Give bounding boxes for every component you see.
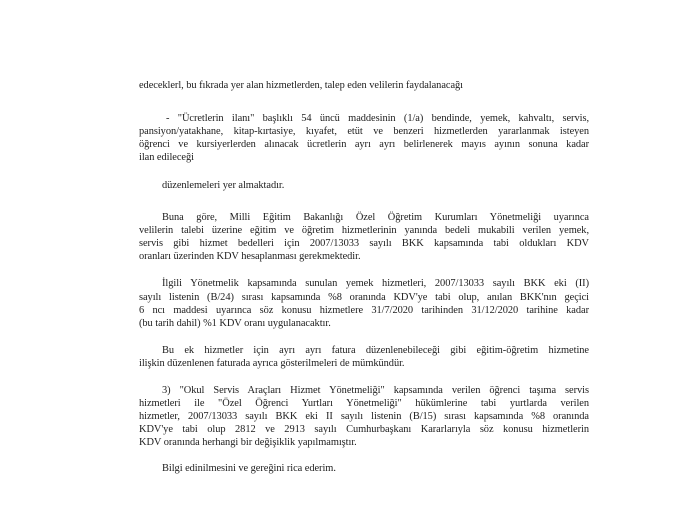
paragraph-line: 6 ncı maddesi uyarınca söz konusu hizmetlere 31/7/2020 tarihinden 31/12/2020 tarihine kadar: [139, 305, 589, 316]
paragraph-line: - "Ücretlerin ilanı" başlıklı 54 üncü maddesinin (1/a) bendinde, yemek, kahvaltı, servis,: [166, 113, 589, 124]
paragraph-line: KDV oranında herhangi bir değişiklik yapılmamıştır.: [139, 437, 357, 448]
paragraph-line: düzenlemeleri yer almaktadır.: [162, 180, 285, 191]
paragraph-line: 3) "Okul Servis Araçları Hizmet Yönetmeliği" kapsamında verilen öğrenci taşıma servis: [162, 385, 589, 396]
paragraph-line: servis gibi hizmet bedelleri için 2007/13033 sayılı BKK kapsamında tabi oldukları KDV: [139, 238, 589, 249]
paragraph-line: ilişkin düzenlenen faturada ayrıca gösterilmeleri de mümkündür.: [139, 358, 405, 369]
paragraph-line: Bu ek hizmetler için ayrı ayrı fatura düzenlenebileceği gibi eğitim-öğretim hizmetine: [162, 345, 589, 356]
paragraph-line: İlgili Yönetmelik kapsamında sunulan yemek hizmetleri, 2007/13033 sayılı BKK eki (II): [162, 278, 589, 289]
paragraph-line: sayılı listenin (B/24) sırası kapsamında %8 oranında KDV'ye tabi olup, anılan BKK'nın geçici: [139, 292, 589, 303]
paragraph-line: Bilgi edinilmesini ve gereğini rica ederim.: [162, 463, 336, 474]
paragraph-line: edeceklerl, bu fıkrada yer alan hizmetlerden, talep eden velilerin faydalanacağı: [139, 80, 463, 91]
paragraph-line: Buna göre, Milli Eğitim Bakanlığı Özel Öğretim Kurumları Yönetmeliği uyarınca: [162, 212, 589, 223]
paragraph-line: velilerin talebi üzerine eğitim ve öğretim hizmetlerinin yanında bedeli mukabili verilen yemek,: [139, 225, 589, 236]
paragraph-line: pansiyon/yatakhane, kitap-kırtasiye, kıyafet, etüt ve benzeri hizmetlerden yararlanmak isteyen: [139, 126, 589, 137]
paragraph-line: (bu tarih dahil) %1 KDV oranı uygulanacaktır.: [139, 318, 331, 329]
paragraph-line: KDV'ye tabi olup 2812 ve 2913 sayılı Cumhurbaşkanı Kararlarıyla söz konusu hizmetlerin: [139, 424, 589, 435]
paragraph-line: öğrenci ve kursiyerlerden alınacak ücretlerin ayrı ayrı belirlenerek mayıs ayının sonuna kadar: [139, 139, 589, 150]
paragraph-line: oranları üzerinden KDV hesaplanması gerekmektedir.: [139, 251, 361, 262]
paragraph-line: hizmetler, 2007/13033 sayılı BKK eki II sayılı listenin (B/15) sırası kapsamında %8 oranında: [139, 411, 589, 422]
paragraph-line: hizmetleri ile "Özel Öğrenci Yurtları Yönetmeliği" hükümlerine tabi yurtlarda verilen: [139, 398, 589, 409]
paragraph-line: ilan edileceği: [139, 152, 194, 163]
